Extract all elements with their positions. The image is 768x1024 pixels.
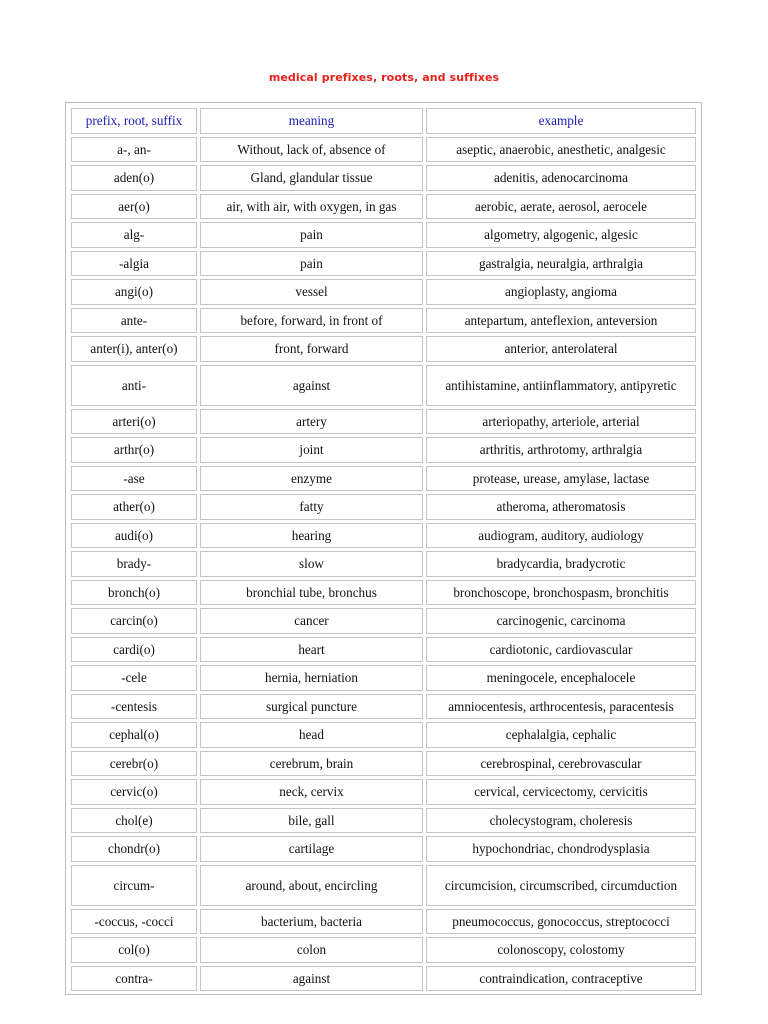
term-cell: aer(o) [71, 194, 197, 220]
table-row [71, 222, 696, 248]
table-row [71, 637, 696, 663]
term-cell: ather(o) [71, 494, 197, 520]
term-cell: contra- [71, 966, 197, 992]
table-row [71, 279, 696, 305]
example-cell: aerobic, aerate, aerosol, aerocele [426, 194, 696, 220]
meaning-cell: around, about, encircling [200, 865, 423, 906]
table-row [71, 494, 696, 520]
meaning-cell: vessel [200, 279, 423, 305]
example-cell: amniocentesis, arthrocentesis, paracentesis [426, 694, 696, 720]
table-row [71, 437, 696, 463]
table-row [71, 909, 696, 935]
header-example: example [426, 108, 696, 134]
table-row [71, 779, 696, 805]
table-body [71, 137, 696, 992]
terms-table [68, 105, 699, 994]
example-cell: arthritis, arthrotomy, arthralgia [426, 437, 696, 463]
meaning-cell: enzyme [200, 466, 423, 492]
example-cell: meningocele, encephalocele [426, 665, 696, 691]
table-row [71, 409, 696, 435]
example-cell: antihistamine, antiinflammatory, antipyretic [426, 365, 696, 406]
term-cell: arteri(o) [71, 409, 197, 435]
term-cell: audi(o) [71, 523, 197, 549]
meaning-cell: head [200, 722, 423, 748]
example-cell: antepartum, anteflexion, anteversion [426, 308, 696, 334]
table-row [71, 694, 696, 720]
example-cell: carcinogenic, carcinoma [426, 608, 696, 634]
example-cell: bronchoscope, bronchospasm, bronchitis [426, 580, 696, 606]
term-cell: -ase [71, 466, 197, 492]
term-cell: arthr(o) [71, 437, 197, 463]
meaning-cell: fatty [200, 494, 423, 520]
meaning-cell: bronchial tube, bronchus [200, 580, 423, 606]
term-cell: -centesis [71, 694, 197, 720]
term-cell: -coccus, -cocci [71, 909, 197, 935]
term-cell: col(o) [71, 937, 197, 963]
table-row [71, 966, 696, 992]
table-row [71, 665, 696, 691]
meaning-cell: slow [200, 551, 423, 577]
meaning-cell: artery [200, 409, 423, 435]
term-cell: aden(o) [71, 165, 197, 191]
page-title: medical prefixes, roots, and suffixes [268, 71, 500, 84]
term-cell: bronch(o) [71, 580, 197, 606]
example-cell: cerebrospinal, cerebrovascular [426, 751, 696, 777]
table-row [71, 523, 696, 549]
table-header-row [71, 108, 696, 134]
term-cell: circum- [71, 865, 197, 906]
table-row [71, 551, 696, 577]
meaning-cell: cartilage [200, 836, 423, 862]
example-cell: adenitis, adenocarcinoma [426, 165, 696, 191]
table-row [71, 165, 696, 191]
meaning-cell: bacterium, bacteria [200, 909, 423, 935]
example-cell: colonoscopy, colostomy [426, 937, 696, 963]
header-meaning: meaning [200, 108, 423, 134]
table-row [71, 308, 696, 334]
table-row [71, 365, 696, 406]
meaning-cell: air, with air, with oxygen, in gas [200, 194, 423, 220]
example-cell: cephalalgia, cephalic [426, 722, 696, 748]
meaning-cell: against [200, 966, 423, 992]
example-cell: bradycardia, bradycrotic [426, 551, 696, 577]
term-cell: ante- [71, 308, 197, 334]
table-row [71, 194, 696, 220]
example-cell: pneumococcus, gonococcus, streptococci [426, 909, 696, 935]
term-cell: a-, an- [71, 137, 197, 163]
meaning-cell: neck, cervix [200, 779, 423, 805]
example-cell: algometry, algogenic, algesic [426, 222, 696, 248]
meaning-cell: bile, gall [200, 808, 423, 834]
term-cell: anter(i), anter(o) [71, 336, 197, 362]
meaning-cell: against [200, 365, 423, 406]
example-cell: contraindication, contraceptive [426, 966, 696, 992]
meaning-cell: Without, lack of, absence of [200, 137, 423, 163]
example-cell: angioplasty, angioma [426, 279, 696, 305]
meaning-cell: pain [200, 251, 423, 277]
example-cell: anterior, anterolateral [426, 336, 696, 362]
meaning-cell: front, forward [200, 336, 423, 362]
example-cell: aseptic, anaerobic, anesthetic, analgesic [426, 137, 696, 163]
example-cell: cervical, cervicectomy, cervicitis [426, 779, 696, 805]
example-cell: circumcision, circumscribed, circumduction [426, 865, 696, 906]
term-cell: alg- [71, 222, 197, 248]
term-cell: cephal(o) [71, 722, 197, 748]
term-cell: carcin(o) [71, 608, 197, 634]
table-row [71, 336, 696, 362]
table-row [71, 865, 696, 906]
table-row [71, 836, 696, 862]
meaning-cell: joint [200, 437, 423, 463]
table-row [71, 808, 696, 834]
example-cell: arteriopathy, arteriole, arterial [426, 409, 696, 435]
term-cell: cardi(o) [71, 637, 197, 663]
example-cell: cardiotonic, cardiovascular [426, 637, 696, 663]
meaning-cell: surgical puncture [200, 694, 423, 720]
table-row [71, 722, 696, 748]
term-cell: cervic(o) [71, 779, 197, 805]
example-cell: protease, urease, amylase, lactase [426, 466, 696, 492]
meaning-cell: cancer [200, 608, 423, 634]
table-row [71, 937, 696, 963]
table-row [71, 466, 696, 492]
meaning-cell: hernia, herniation [200, 665, 423, 691]
table-row [71, 580, 696, 606]
term-cell: angi(o) [71, 279, 197, 305]
term-cell: brady- [71, 551, 197, 577]
term-cell: -algia [71, 251, 197, 277]
meaning-cell: Gland, glandular tissue [200, 165, 423, 191]
example-cell: gastralgia, neuralgia, arthralgia [426, 251, 696, 277]
meaning-cell: before, forward, in front of [200, 308, 423, 334]
table-row [71, 137, 696, 163]
example-cell: audiogram, auditory, audiology [426, 523, 696, 549]
term-cell: -cele [71, 665, 197, 691]
meaning-cell: hearing [200, 523, 423, 549]
table-row [71, 751, 696, 777]
meaning-cell: cerebrum, brain [200, 751, 423, 777]
term-cell: anti- [71, 365, 197, 406]
terms-table-container [65, 102, 702, 995]
meaning-cell: pain [200, 222, 423, 248]
example-cell: cholecystogram, choleresis [426, 808, 696, 834]
term-cell: chol(e) [71, 808, 197, 834]
term-cell: cerebr(o) [71, 751, 197, 777]
example-cell: hypochondriac, chondrodysplasia [426, 836, 696, 862]
header-term: prefix, root, suffix [71, 108, 197, 134]
meaning-cell: colon [200, 937, 423, 963]
example-cell: atheroma, atheromatosis [426, 494, 696, 520]
term-cell: chondr(o) [71, 836, 197, 862]
table-row [71, 251, 696, 277]
meaning-cell: heart [200, 637, 423, 663]
table-row [71, 608, 696, 634]
